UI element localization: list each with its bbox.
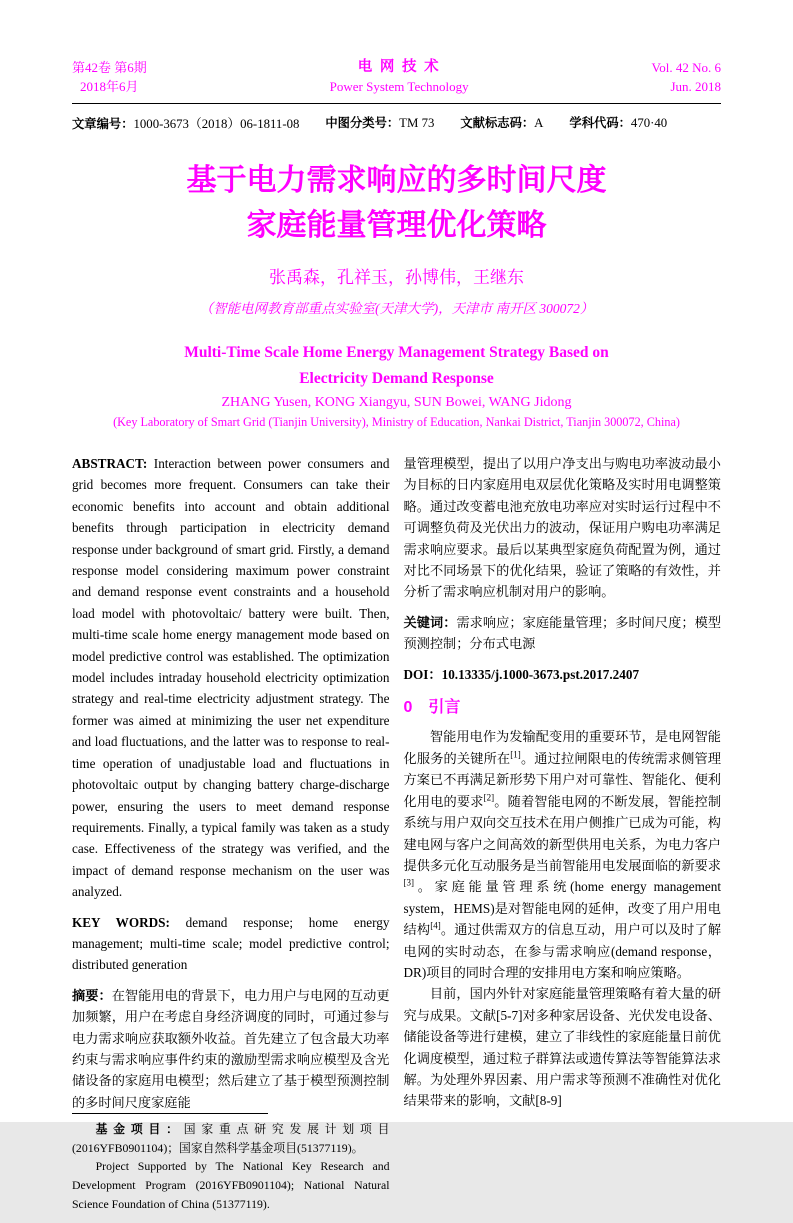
journal-date-cn: 2018年6月 [80, 79, 139, 94]
intro-p1-seg1: 智能用电作为发输配变用的重要环节，是电网智能化服务的关键所在 [403, 729, 721, 766]
fund-note-en: Project Supported by The National Key Research and Development Program (2016YFB0901104); National Natural Science Foundation of China (51377119). [72, 1159, 390, 1211]
paper-authors-cn: 张禹森，孔祥玉，孙博伟，王继东 [269, 268, 524, 287]
paper-title-en-line2: Electricity Demand Response [299, 370, 494, 387]
doc-code [460, 113, 543, 132]
intro-p1-seg5: 。通过供需双方的信息互动，用户可以及时了解电网的实时动态，在参与需求响应(demand response，DR)项目的同时合理的安排用电方案和响应策略。 [403, 922, 722, 980]
abstract-cn-text: 在智能用电的背景下，电力用户与电网的互动更加频繁，用户在考虑自身经济调度的同时，可通过参与电力需求响应获取额外收益。首先建立了包含最大功率约束与需求响应事件约束的激励型需求响应模型及含光储设备的家庭用电模型；然后建立了基于模型预测控制的多时间尺度家庭能 [72, 987, 390, 1110]
article-meta [72, 113, 721, 132]
right-column [404, 453, 722, 1136]
abstract-cn-label: 摘要： [72, 987, 112, 1003]
journal-issue-cn: 第42卷 第6期 [72, 60, 147, 75]
paper-authors-en: ZHANG Yusen, KONG Xiangyu, SUN Bowei, WANG Jidong [221, 395, 572, 410]
section-number: 0 [403, 699, 413, 717]
journal-vol-en: Vol. 42 No. 6 [651, 60, 721, 75]
fund-note-cn [72, 1120, 390, 1157]
intro-paragraph-1 [404, 726, 722, 983]
abstract-label: ABSTRACT: [72, 456, 154, 471]
intro-p1-seg4: 。家庭能量管理系统(home energy management system，HEMS)是对智能电网的延伸，改变了用户用电结构 [403, 879, 721, 938]
citation-ref-2: [2] [483, 792, 495, 803]
footnote-divider [72, 1113, 268, 1114]
paper-title-en [72, 340, 721, 392]
header-left [72, 58, 147, 96]
intro-p1-seg2: 。通过拉闸限电的传统需求侧管理方案已不再满足新形势下用户对可靠性、智能化、便利化用电的要求 [403, 750, 722, 809]
body-columns [72, 453, 722, 1211]
citation-ref-1: [1] [510, 749, 521, 760]
abstract-cn-continued: 量管理模型，提出了以用户净支出与购电功率波动最小为目标的日内家庭用电双层优化策略及实时用电调整策略。通过改变蓄电池充放电功率应对实时运行过程中不可调整负荷及光伏出力的波动，保证用户购电功率满足需求响应要求。最后以某典型家庭负荷配置为例，通过对比不同场景下的优化结果，验证了策略的有效性，并分析了需求响应机制对用户的影响。 [403, 456, 721, 600]
intro-paragraph-2: 目前，国内外针对家庭能量管理策略有着大量的研究与成果。文献[5-7]对多种家居设备、光伏发电设备、储能设备等进行建模，建立了非线性的家庭能量日前优化调度模型，通过粒子群算法或遗传算法等智能算法求解。为处理外界因素、用户需求等预测不准确性对优化结果带来的影响，文献[8-9] [403, 986, 721, 1109]
abstract-en [72, 453, 390, 903]
keywords-label: KEY WORDS: [72, 914, 186, 930]
article-id-value: 1000-3673（2018）06-1811-08 [133, 117, 300, 131]
subject-code [569, 113, 667, 132]
paper-title-cn-line1: 基于电力需求响应的多时间尺度 [186, 164, 607, 197]
abstract-text: Interaction between power consumers and grid becomes more frequent. Consumers can take their economic benefits into account and obtain additional benefits through participation in electricity demand response under background of smart grid. Firstly, a demand response model considering maximum power constraint and demand response event constraints and a household load model with photovoltaic/ battery were built. Then, multi-time scale home energy management mode based on model predictive control was established. The optimization model includes intraday household electricity optimization strategy and real-time electricity adjustment strategy. The former was aimed at minimizing the user net expenditure and load fluctuations, and the latter was to response to real-time operation of unadjustable load and fluctuations in photovoltaic output by changing battery charge-discharge power, ensuring the users to meet demand response requirements. Finally, a typical family was taken as a study case. Effectiveness of the strategy was verified, and the impact of demand response mechanism on the user was analyzed. [72, 456, 390, 900]
doi-value: 10.13335/j.1000-3673.pst.2017.2407 [441, 666, 640, 682]
clc-label: 中图分类号： [325, 116, 400, 130]
journal-header [72, 58, 721, 96]
citation-ref-3: [3] [403, 877, 414, 888]
header-center [330, 58, 469, 96]
subject-code-value: 470·40 [630, 116, 668, 130]
paper-affiliation-cn: （智能电网教育部重点实验室(天津大学)，天津市 南开区 300072） [199, 301, 594, 316]
fund-label: 基金项目： [95, 1122, 184, 1137]
subject-code-label: 学科代码： [569, 116, 631, 130]
doi-line [404, 664, 722, 685]
keywords-cn-label: 关键词： [403, 614, 457, 630]
doi-label: DOI： [403, 666, 442, 682]
keywords-cn [404, 612, 722, 655]
keywords-cn-text: 需求响应；家庭能量管理；多时间尺度；模型预测控制；分布式电源 [403, 614, 722, 652]
left-column [72, 453, 390, 1211]
header-right [652, 58, 721, 96]
journal-title-cn: 电 网 技 术 [357, 59, 441, 75]
doc-code-label: 文献标志码： [460, 116, 535, 130]
header-divider [72, 103, 721, 104]
section-title: 引言 [428, 699, 461, 717]
paper-affiliation-en: (Key Laboratory of Smart Grid (Tianjin University), Ministry of Education, Nankai District, Tianjin 300072, China) [113, 415, 680, 429]
paper-title-cn-line2: 家庭能量管理优化策略 [246, 209, 547, 242]
paper-title-cn [72, 158, 721, 248]
clc-value: TM 73 [399, 116, 435, 130]
fund-cn-text: 国家重点研究发展计划项目(2016YFB0901104)；国家自然科学基金项目(51377119)。 [72, 1122, 390, 1155]
funding-footnote [72, 1113, 390, 1223]
doc-code-value: A [534, 116, 544, 130]
keywords-text: demand response; home energy management; multi-time scale; model predictive control; distributed generation [72, 914, 390, 973]
intro-p1-seg3: 。随着智能电网的不断发展，智能控制系统与用户双向交互技术在用户侧推广已成为可能，构建电网与客户之间高效的新型供用电关系，为电力客户提供多元化互动服务是当前智能用电发展面临的新要求 [403, 793, 722, 873]
article-id [72, 113, 299, 132]
citation-ref-4: [4] [430, 920, 441, 931]
keywords-en [72, 912, 390, 976]
article-id-label: 文章编号： [72, 117, 134, 131]
paper-title-en-line1: Multi-Time Scale Home Energy Management Strategy Based on [184, 344, 609, 361]
section-heading-intro [404, 697, 722, 718]
clc-number [325, 113, 434, 132]
journal-title-en: Power System Technology [329, 79, 469, 94]
abstract-cn [72, 985, 390, 1113]
journal-date-en: Jun. 2018 [670, 79, 721, 94]
